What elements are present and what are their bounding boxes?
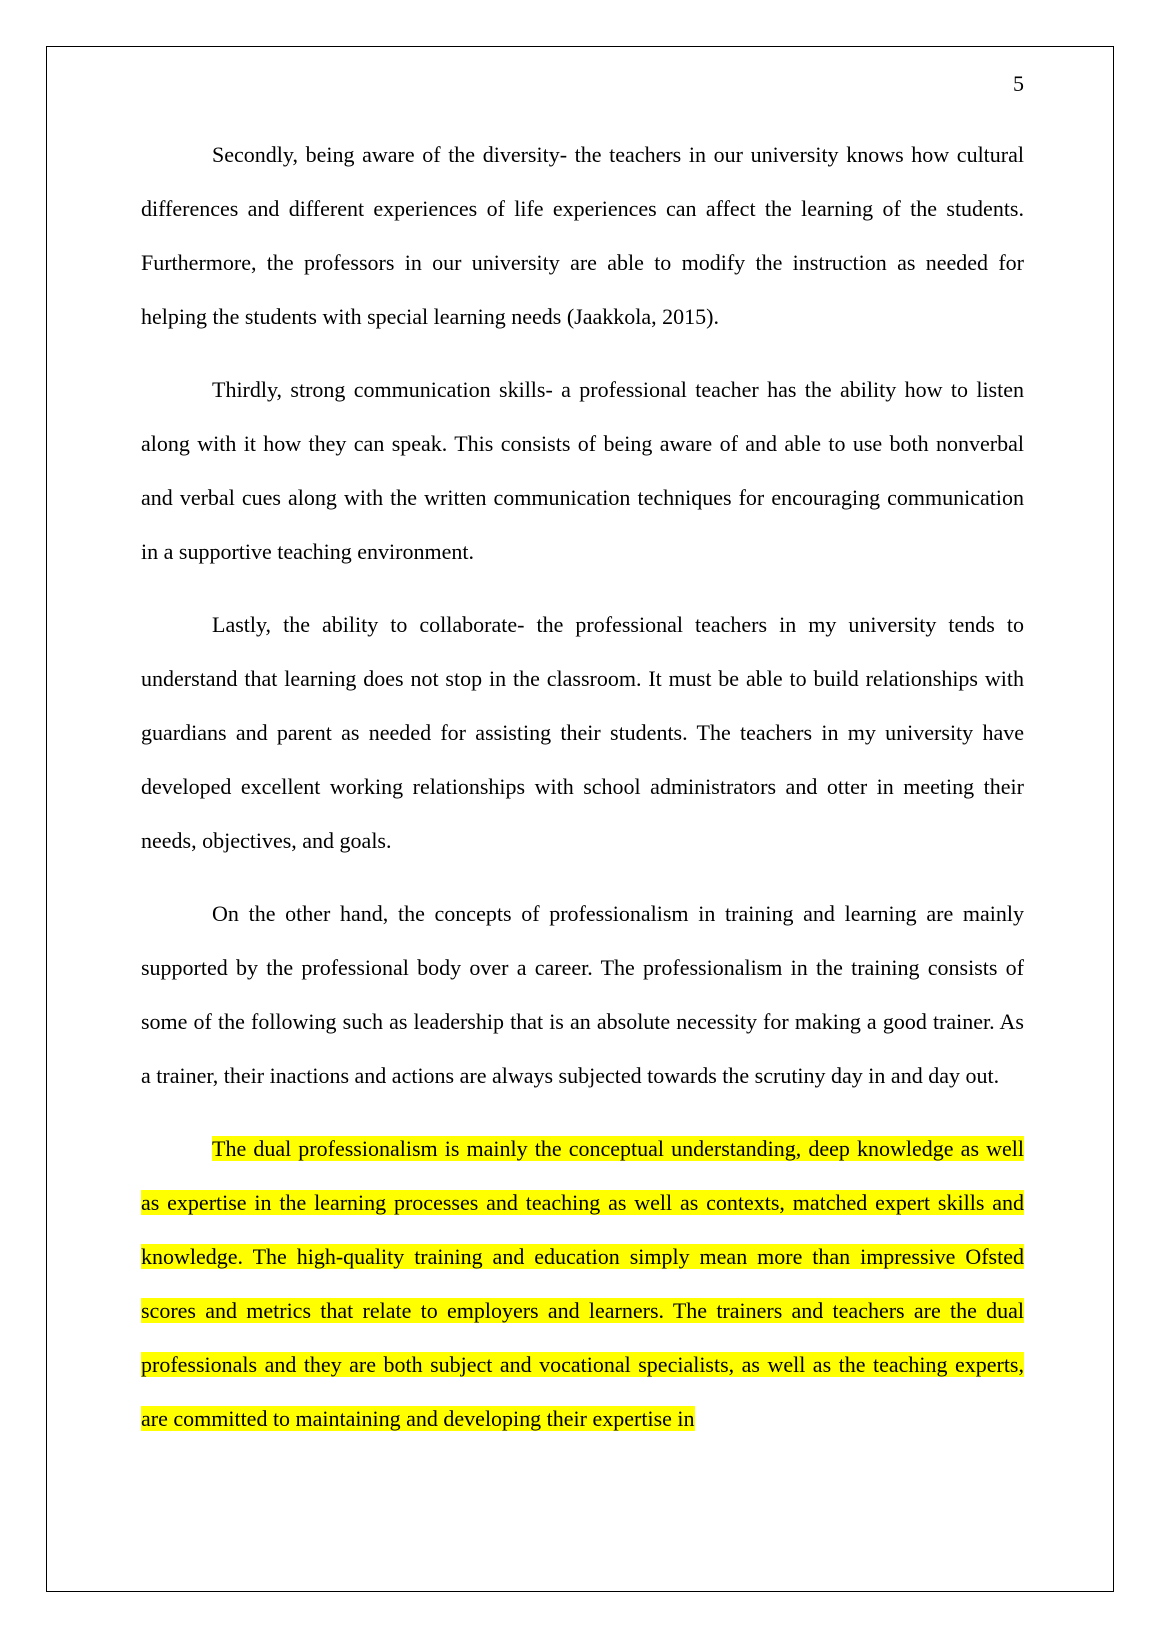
paragraph-text: Lastly, the ability to collaborate- the professional teachers in my university tends to understand that learning does not stop in the classroom. It must be able to build relationships with guardians and parent as needed for assisting their students. The teachers in my university have developed excellent working relationships with school administrators and otter in meeting their needs, objectives, and goals. — [141, 612, 1024, 853]
page-number: 5 — [1013, 71, 1024, 96]
paragraph-professionalism-training — [141, 887, 1024, 1103]
highlighted-text: The dual professionalism is mainly the conceptual understanding, deep knowledge as well as expertise in the learning processes and teaching as well as contexts, matched expert skills and knowledge. The high-quality training and education simply mean more than impressive Ofsted scores and metrics that relate to employers and learners. The trainers and teachers are the dual professionals and they are both subject and vocational specialists, as well as the teaching experts, are committed to maintaining and developing their expertise in — [141, 1136, 1024, 1431]
paragraph-communication — [141, 363, 1024, 579]
paragraph-collaborate — [141, 598, 1024, 868]
paragraph-text: Secondly, being aware of the diversity- the teachers in our university knows how cultural differences and different experiences of life experiences can affect the learning of the students. Furthermore, the professors in our university are able to modify the instruction as needed for helping the students with special learning needs (Jaakkola, 2015). — [141, 142, 1024, 329]
paragraph-text: Thirdly, strong communication skills- a professional teacher has the ability how to listen along with it how they can speak. This consists of being aware of and able to use both nonverbal and verbal cues along with the written communication techniques for encouraging communication in a supportive teaching environment. — [141, 377, 1024, 564]
document-body — [141, 128, 1024, 1465]
paragraph-dual-professionalism — [141, 1122, 1024, 1446]
paragraph-text: On the other hand, the concepts of professionalism in training and learning are mainly supported by the professional body over a career. The professionalism in the training consists of some of the following such as leadership that is an absolute necessity for making a good trainer. As a trainer, their inactions and actions are always subjected towards the scrutiny day in and day out. — [141, 901, 1024, 1088]
paragraph-diversity — [141, 128, 1024, 344]
